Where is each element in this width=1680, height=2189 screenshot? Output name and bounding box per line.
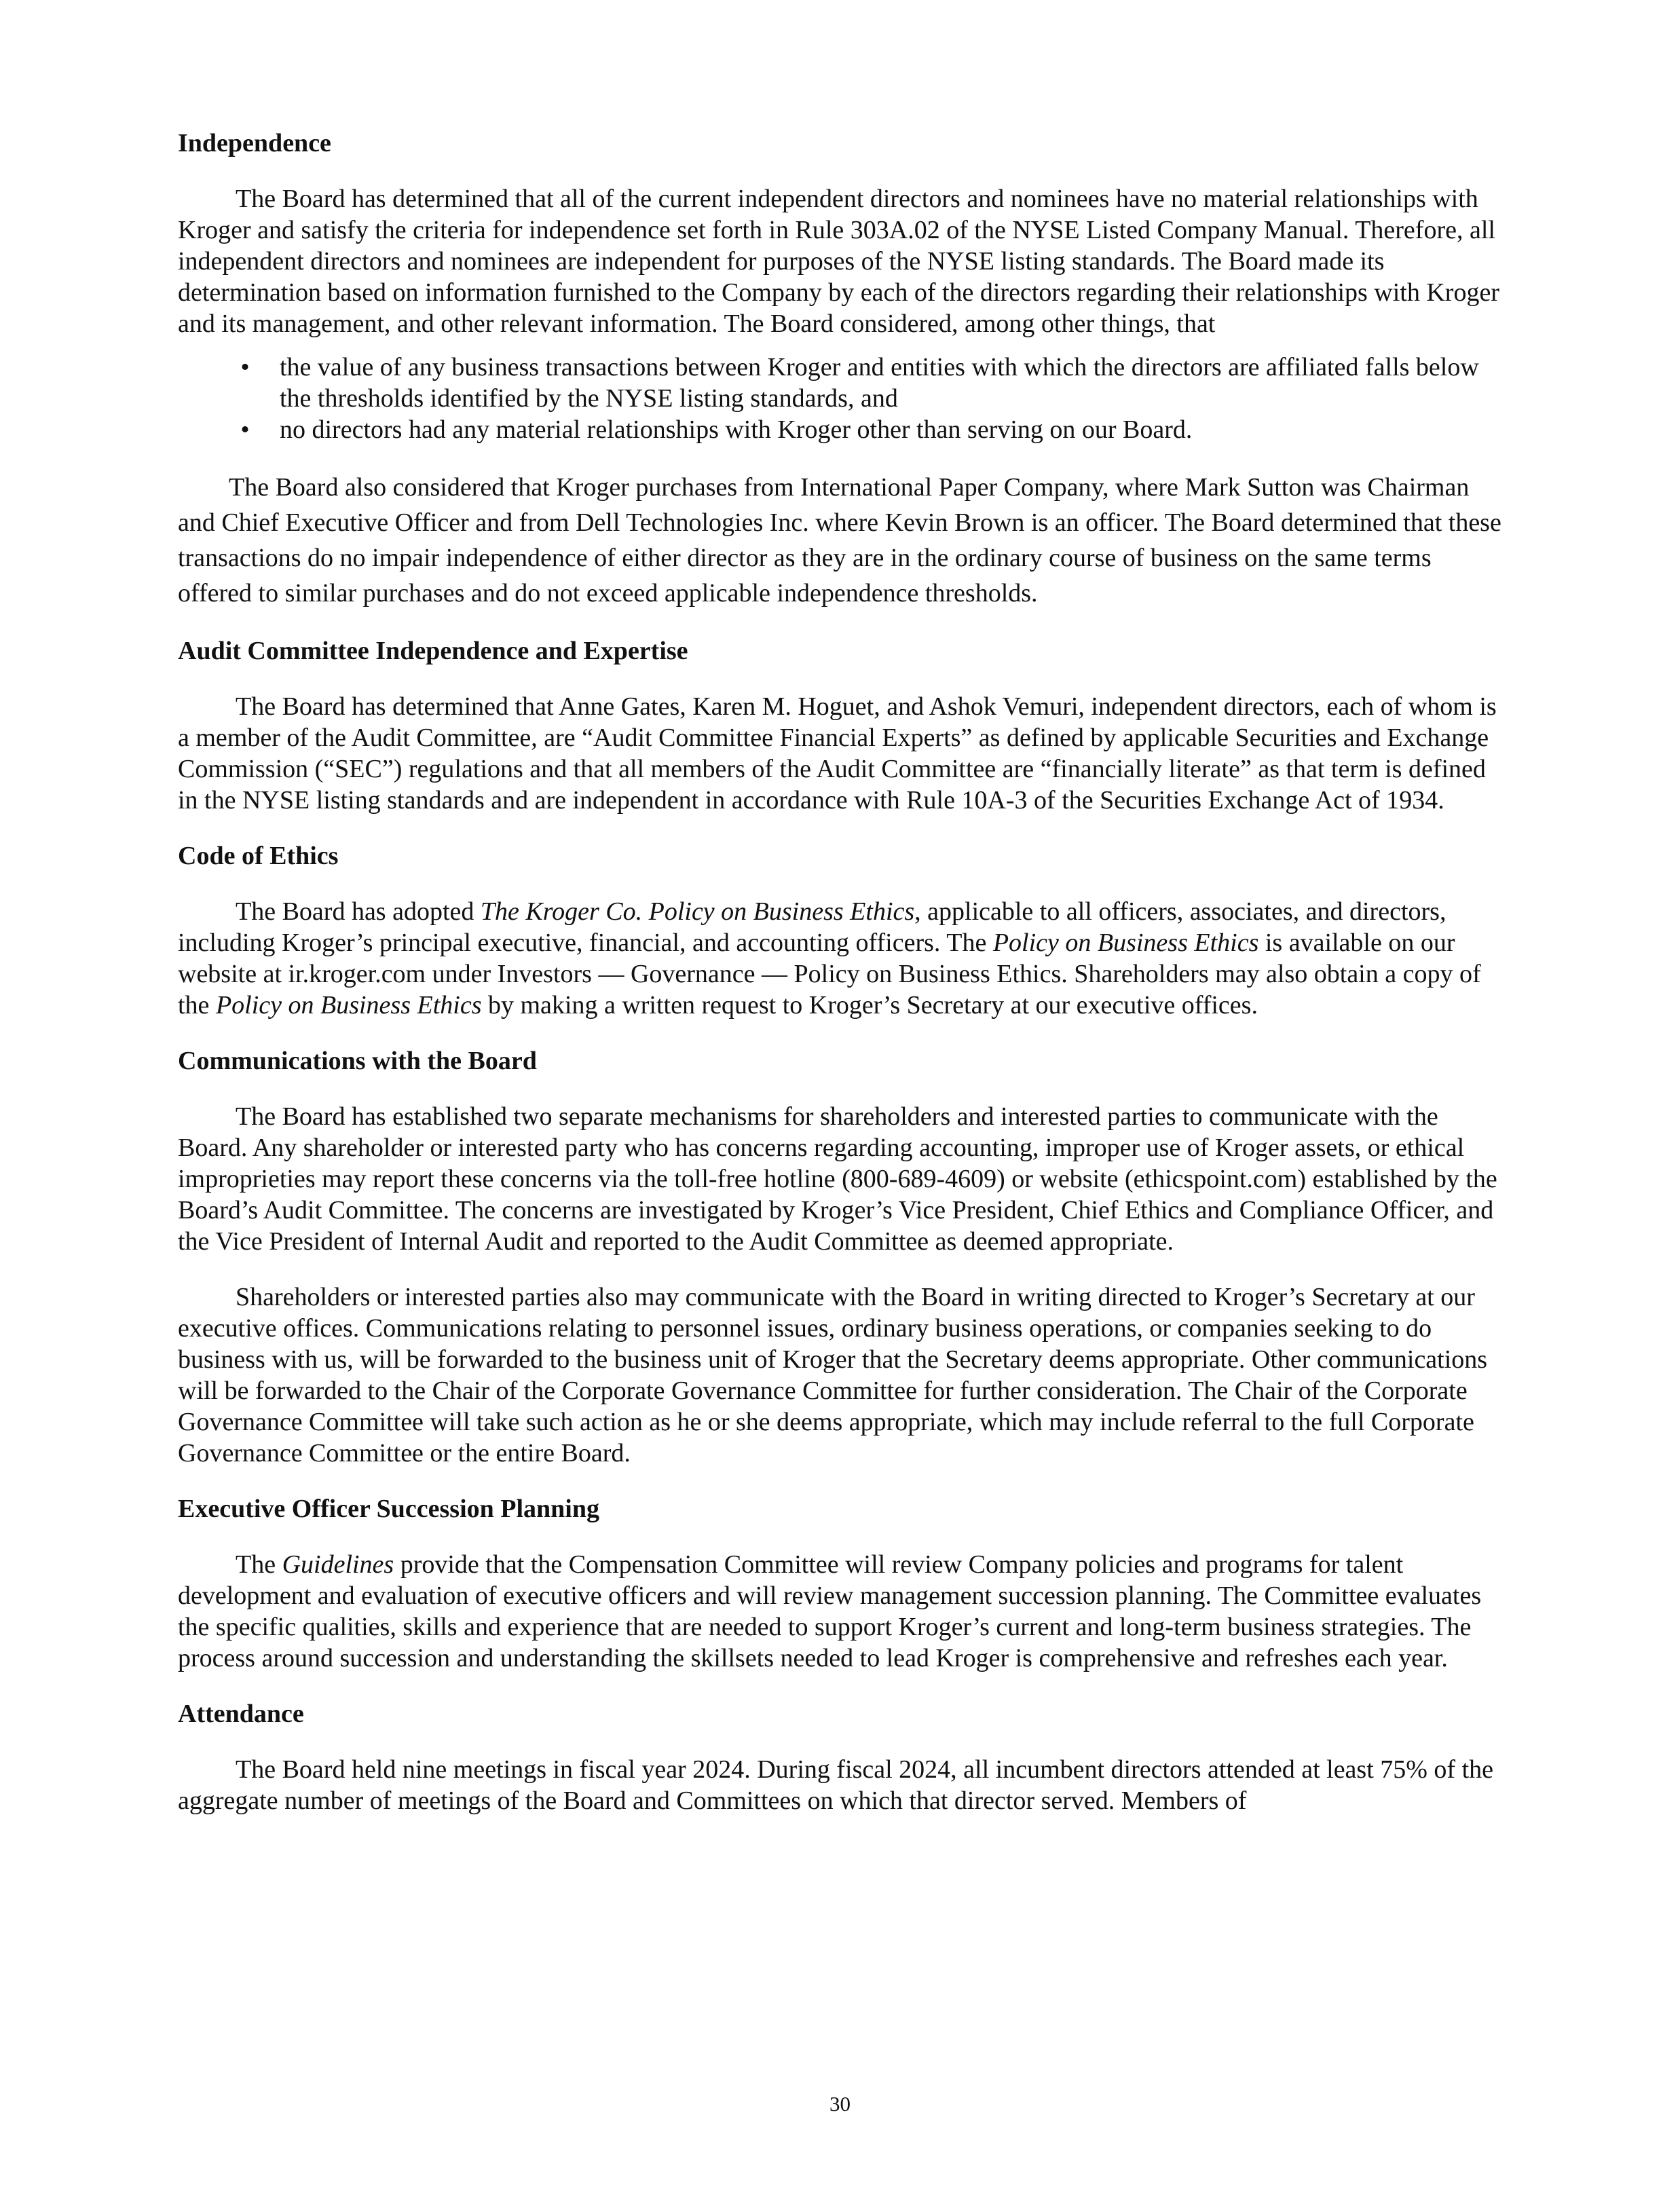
ethics-text-2: , applicable to all officers, associates, and directors, including Kroger’s principal executive, financial, and accounting officers. The	[178, 897, 1446, 957]
page-number: 30	[829, 2092, 851, 2116]
communications-paragraph-1: The Board has established two separate mechanisms for shareholders and interested parties to communicate with the Board. Any shareholder or interested party who has concerns regarding accounting, improper use of Kroger assets, or ethical improprieties may report these concerns via the toll-free hotline (800-689-4609) or website (ethicspoint.com) established by the Board’s Audit Committee. The concerns are investigated by Kroger’s Vice President, Chief Ethics and Compliance Officer, and the Vice President of Internal Audit and reported to the Audit Committee as deemed appropriate.	[178, 1102, 1497, 1256]
heading-audit-committee: Audit Committee Independence and Expertise	[178, 637, 688, 665]
independence-paragraph-1: The Board has determined that all of the current independent directors and nominees have no material relationships with Kroger and satisfy the criteria for independence set forth in Rule 303A.02 of the NYSE Listed Company Manual. Therefore, all independent directors and nominees are independent for purposes of the NYSE listing standards. The Board made its determination based on information furnished to the Company by each of the directors regarding their relationships with Kroger and its management, and other relevant information. The Board considered, among other things, that	[178, 185, 1499, 338]
independence-bullet-list	[178, 352, 1508, 445]
ethics-italic-1: The Kroger Co. Policy on Business Ethics	[480, 897, 915, 926]
heading-communications: Communications with the Board	[178, 1047, 537, 1075]
independence-paragraph-2: The Board also considered that Kroger purchases from International Paper Company, where Mark Sutton was Chairman and Chief Executive Officer and from Dell Technologies Inc. where Kevin Brown is an officer. The Board determined that these transactions do no impair independence of either director as they are in the ordinary course of business on the same terms offered to similar purchases and do not exceed applicable independence thresholds.	[178, 473, 1501, 607]
ethics-text-1: The Board has adopted	[236, 897, 481, 926]
audit-paragraph: The Board has determined that Anne Gates, Karen M. Hoguet, and Ashok Vemuri, independent directors, each of whom is a member of the Audit Committee, are “Audit Committee Financial Experts” as defined by applicable Securities and Exchange Commission (“SEC”) regulations and that all members of the Audit Committee are “financially literate” as that term is defined in the NYSE listing standards and are independent in accordance with Rule 10A-3 of the Securities Exchange Act of 1934.	[178, 692, 1497, 815]
list-item	[178, 414, 1508, 445]
succession-text-1: The	[236, 1550, 282, 1579]
list-item	[178, 352, 1508, 414]
communications-paragraph-2: Shareholders or interested parties also may communicate with the Board in writing directed to Kroger’s Secretary at our executive offices. Communications relating to personnel issues, ordinary business operations, or companies seeking to do business with us, will be forwarded to the business unit of Kroger that the Secretary deems appropriate. Other communications will be forwarded to the Chair of the Corporate Governance Committee for further consideration. The Chair of the Corporate Governance Committee will take such action as he or she deems appropriate, which may include referral to the full Corporate Governance Committee or the entire Board.	[178, 1283, 1488, 1467]
bullet-text-1: the value of any business transactions between Kroger and entities with which the directors are affiliated falls below the thresholds identified by the NYSE listing standards, and	[280, 353, 1479, 413]
succession-text-2: provide that the Compensation Committee will review Company policies and programs for talent development and evaluation of executive officers and will review management succession planning. The Committee evaluates the specific qualities, skills and experience that are needed to support Kroger’s current and long-term business strategies. The process around succession and understanding the skillsets needed to lead Kroger is comprehensive and refreshes each year.	[178, 1550, 1482, 1672]
heading-independence: Independence	[178, 129, 331, 157]
succession-paragraph	[178, 1549, 1508, 1674]
heading-code-of-ethics: Code of Ethics	[178, 842, 339, 870]
heading-succession-planning: Executive Officer Succession Planning	[178, 1495, 599, 1523]
ethics-text-3: is available on our website at ir.kroger.com under Investors — Governance — Policy on Business Ethics. Shareholders may also obtain a copy of the	[178, 929, 1481, 1019]
ethics-paragraph	[178, 896, 1508, 1021]
ethics-text-4: by making a written request to Kroger’s Secretary at our executive offices.	[481, 991, 1258, 1019]
bullet-glyph: •	[240, 415, 250, 444]
ethics-italic-2: Policy on Business Ethics	[992, 929, 1259, 957]
ethics-italic-3: Policy on Business Ethics	[215, 991, 482, 1019]
page-content	[178, 128, 1508, 1816]
attendance-paragraph: The Board held nine meetings in fiscal year 2024. During fiscal 2024, all incumbent directors attended at least 75% of the aggregate number of meetings of the Board and Committees on which that director served. Members of	[178, 1755, 1494, 1815]
bullet-text-2: no directors had any material relationships with Kroger other than serving on our Board.	[280, 415, 1193, 444]
bullet-glyph: •	[240, 353, 250, 381]
heading-attendance: Attendance	[178, 1700, 304, 1728]
succession-italic-1: Guidelines	[282, 1550, 394, 1579]
